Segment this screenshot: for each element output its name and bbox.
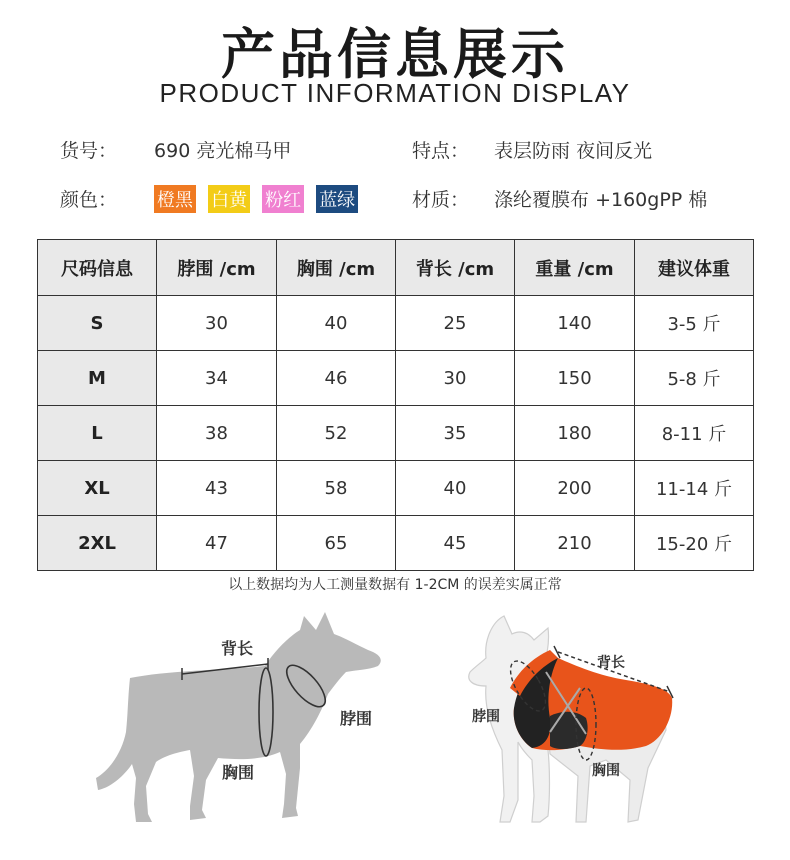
color-label: 颜色：	[60, 189, 118, 211]
table-cell: 180	[515, 406, 635, 461]
header-chest: 胸围 /cm	[277, 240, 396, 296]
item-no-value: 690 亮光棉马甲	[154, 140, 292, 162]
item-no-label: 货号：	[60, 140, 118, 162]
material-value: 涤纶覆膜布 +160gPP 棉	[494, 189, 708, 211]
table-cell: 45	[396, 516, 515, 571]
feature-row	[412, 136, 652, 163]
table-cell: 65	[277, 516, 396, 571]
table-row	[38, 296, 754, 351]
color-swatch-blue-green: 蓝绿	[316, 185, 358, 213]
table-row	[38, 516, 754, 571]
table-cell: 200	[515, 461, 635, 516]
table-cell: 35	[396, 406, 515, 461]
table-cell: 210	[515, 516, 635, 571]
material-row	[412, 185, 707, 212]
size-table	[37, 239, 754, 571]
table-cell: 38	[157, 406, 277, 461]
table-cell: 5-8 斤	[635, 351, 754, 406]
left-back-length-label: 背长	[221, 639, 254, 658]
table-cell: 30	[396, 351, 515, 406]
header-back: 背长 /cm	[396, 240, 515, 296]
table-cell: 43	[157, 461, 277, 516]
table-cell: 46	[277, 351, 396, 406]
table-cell: 11-14 斤	[635, 461, 754, 516]
header-weight: 重量 /cm	[515, 240, 635, 296]
table-cell: 3-5 斤	[635, 296, 754, 351]
table-cell: 47	[157, 516, 277, 571]
dog-silhouette-diagram	[0, 600, 400, 860]
table-header-row	[38, 240, 754, 296]
feature-value: 表层防雨 夜间反光	[494, 140, 653, 162]
left-neck-label: 脖围	[340, 709, 373, 728]
table-cell: 40	[396, 461, 515, 516]
table-cell-size: XL	[38, 461, 157, 516]
table-cell: 58	[277, 461, 396, 516]
table-cell-size: L	[38, 406, 157, 461]
table-cell: 34	[157, 351, 277, 406]
color-row	[60, 185, 364, 213]
table-row	[38, 351, 754, 406]
table-row	[38, 406, 754, 461]
page-title: 产品信息展示	[221, 23, 569, 86]
header-suggested-weight: 建议体重	[635, 240, 754, 296]
header-neck: 脖围 /cm	[157, 240, 277, 296]
table-cell-size: 2XL	[38, 516, 157, 571]
table-cell: 25	[396, 296, 515, 351]
table-cell: 40	[277, 296, 396, 351]
left-chest-label: 胸围	[222, 763, 255, 782]
table-cell: 15-20 斤	[635, 516, 754, 571]
page-subtitle: PRODUCT INFORMATION DISPLAY	[159, 78, 631, 108]
right-chest-label: 胸围	[592, 763, 620, 779]
right-neck-label: 脖围	[472, 709, 500, 725]
table-cell-size: S	[38, 296, 157, 351]
vest-mannequin-diagram	[400, 600, 790, 860]
header-size: 尺码信息	[38, 240, 157, 296]
vest	[510, 650, 672, 750]
material-label: 材质：	[412, 189, 470, 211]
table-cell-size: M	[38, 351, 157, 406]
table-cell: 30	[157, 296, 277, 351]
table-row	[38, 461, 754, 516]
feature-label: 特点：	[412, 140, 470, 162]
color-swatch-white-yellow: 白黄	[208, 185, 250, 213]
item-no-row	[60, 136, 291, 163]
table-cell: 8-11 斤	[635, 406, 754, 461]
color-swatch-orange-black: 橙黑	[154, 185, 196, 213]
measurement-note: 以上数据均为人工测量数据有 1-2CM 的误差实属正常	[228, 577, 562, 593]
table-cell: 140	[515, 296, 635, 351]
table-cell: 150	[515, 351, 635, 406]
color-swatch-pink: 粉红	[262, 185, 304, 213]
table-cell: 52	[277, 406, 396, 461]
right-back-length-label: 背长	[597, 655, 625, 671]
